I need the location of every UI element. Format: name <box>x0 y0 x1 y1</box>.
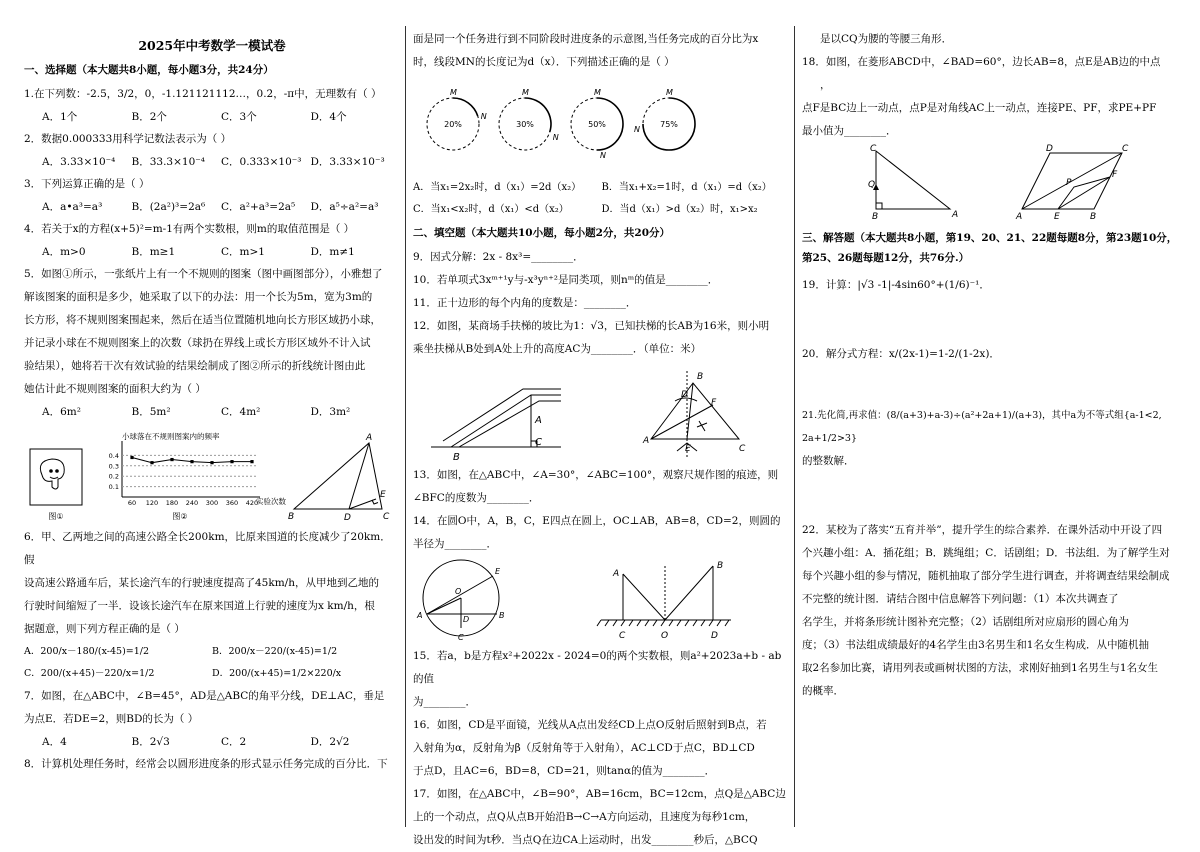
q6-line: 行驶时间缩短了一半．设该长途汽车在原来国道上行驶的速度为x km/h，根 <box>24 600 375 612</box>
q16-line: 16．如图，CD是平面镜，光线从A点出发经CD上点O反射后照射到B点，若 <box>413 719 767 731</box>
point-E: E <box>380 490 386 500</box>
option: C．a²+a³=2a⁵ <box>221 201 296 213</box>
page-title: 2025年中考数学一模试卷 <box>138 38 286 53</box>
point-M-label: M <box>522 88 529 97</box>
q5-q7-figures <box>24 423 400 523</box>
tri-label-B: B <box>872 212 879 222</box>
q8-options-2 <box>413 199 790 221</box>
option: C．4m² <box>221 406 261 418</box>
option: B．5m² <box>131 406 171 418</box>
q8-line: 面是同一个任务进行到不同阶段时进度条的示意图,当任务完成的百分比为x <box>413 33 759 45</box>
chart-x-tick: 300 <box>205 499 219 507</box>
q18-line: 点F是BC边上一动点，点P是对角线AC上一动点，连接PE、PF，求PE+PF <box>802 102 1157 114</box>
q13-line: 13．如图，在△ABC中，∠A=30°，∠ABC=100°，观察尺规作图的痕迹，则 <box>413 469 779 481</box>
q14-line: 14．在圆O中，A，B，C，E四点在圆上，OC⊥AB，AB=8，CD=2，则圆的 <box>413 515 781 527</box>
point-N-label: N <box>480 111 487 121</box>
circle-figure <box>423 560 499 636</box>
mirror-label-D: D <box>711 631 718 641</box>
option: A．4 <box>42 736 67 748</box>
point-B: B <box>288 512 295 522</box>
q5-options <box>24 401 400 423</box>
q8-line: 8．计算机处理任务时，经常会以圆形进度条的形式显示任务完成的百分比．下 <box>24 758 388 770</box>
escalator-label-B: B <box>453 452 460 463</box>
question-6 <box>24 526 400 641</box>
q12-line: 12．如图，某商场手扶梯的坡比为1：√3，已知扶梯的长AB为16米，则小明 <box>413 320 770 332</box>
q5-line: 并记录小球在不规则图案上的次数（球扔在界线上或长方形区域外不计入试 <box>24 337 371 349</box>
irregular-pattern-icon <box>40 459 64 489</box>
right-triangle-figure <box>876 151 950 209</box>
q5-line: 5．如图①所示，一张纸片上有一个不规则的图案（图中画图部分），小雅想了 <box>24 268 383 280</box>
progress-circle <box>634 88 695 150</box>
q12-q13-figures <box>413 361 790 461</box>
q21-line: 的整数解． <box>802 455 855 467</box>
option: A．当x₁=2x₂时，d（x₁）=2d（x₂） <box>413 182 582 193</box>
question-9: 9．因式分解：2x - 8x³=________． <box>413 251 584 263</box>
section-choice: 一、选择题（本大题共8小题，每小题3分，共24分） <box>24 64 274 76</box>
point-N-label: N <box>600 151 606 160</box>
option: C．3个 <box>221 111 257 123</box>
rhombus-label-P: P <box>1066 178 1072 188</box>
q5-line: 解该图案的面积是多少，她采取了以下的办法：用一个长为5m，宽为3m的 <box>24 291 373 303</box>
option: B．2√3 <box>131 736 170 748</box>
question-11: 11．正十边形的每个内角的度数是：________． <box>413 297 637 309</box>
q16-line: 入射角为α，反射角为β（反射角等于入射角），AC⊥CD于点C，BD⊥CD <box>413 742 755 754</box>
tri-label-Q: Q <box>868 180 876 190</box>
construction-label-D: D <box>681 390 688 400</box>
section-fill: 二、填空题（本大题共10小题，每小题2分，共20分） <box>413 227 671 239</box>
chart-y-tick: 0.4 <box>108 451 119 460</box>
q17-line: 上的一个动点，点Q从点B开始沿B→C→A方向运动，且速度为每秒1cm， <box>413 811 756 823</box>
q7-line: 7．如图，在△ABC中，∠B=45°，AD是△ABC的角平分线，DE⊥AC，垂足 <box>24 690 385 702</box>
chart-x-tick: 420 <box>245 499 259 507</box>
tri-label-C: C <box>870 144 877 154</box>
circle-label-D: D <box>463 615 470 624</box>
point-D: D <box>344 513 351 523</box>
q22-line: 名学生，并将条形统计图补充完整；（2）话剧组所对应扇形的圆心角为 <box>802 616 1129 628</box>
option: B．200/x－220/(x-45)=1/2 <box>212 646 338 657</box>
section-answer: 三、解答题（本大题共8小题，第19、20、21、22题每题8分，第23题10分，第25、26题每题12分，共76分.） <box>802 232 1178 264</box>
q6-options <box>24 641 400 663</box>
q14-q16-figures <box>413 556 790 642</box>
point-M-label: M <box>450 88 457 97</box>
chart-point <box>230 460 233 463</box>
chart-point <box>170 458 173 461</box>
chart-y-tick: 0.1 <box>108 483 119 492</box>
q8-line: 时，线段MN的长度记为d（x）．下列描述正确的是（ ） <box>413 56 675 68</box>
q22-line: 22．某校为了落实“五育并举”，提升学生的综合素养．在课外活动中开设了四 <box>802 524 1163 536</box>
tri-label-A: A <box>952 210 959 220</box>
chart-point <box>250 460 253 463</box>
construction-figure <box>651 371 739 457</box>
point-N-label: N <box>552 133 559 143</box>
point-M-label: M <box>594 88 601 97</box>
chart-x-tick: 180 <box>165 499 179 507</box>
mirror-label-B: B <box>717 561 724 571</box>
q2-options <box>24 151 400 173</box>
q22-line: 度；（3）书法组成绩最好的4名学生由3名男生和1名女生构成．从中随机抽 <box>802 639 1149 651</box>
option: A．m>0 <box>42 246 86 258</box>
q5-line: 她估计此不规则图案的面积大约为（ ） <box>24 383 206 395</box>
option: C．m>1 <box>221 246 265 258</box>
option: D．m≠1 <box>310 246 355 258</box>
rhombus-label-C: C <box>1122 144 1129 154</box>
q1-options <box>24 106 400 128</box>
circle-label-C: C <box>458 633 464 642</box>
progress-circles <box>413 74 790 174</box>
option: C．200/(x+45)－220/x=1/2 <box>24 668 155 679</box>
progress-arc <box>453 98 478 116</box>
option: D．a⁵÷a²=a³ <box>310 201 379 213</box>
option: A．200/x－180/(x-45)=1/2 <box>24 646 150 657</box>
q4-options <box>24 241 400 263</box>
option: D．200/(x+45)=1/2×220/x <box>212 668 342 679</box>
option: B．2个 <box>131 111 167 123</box>
q16-line: 于点D，且AC=6，BD=8，CD=21，则tanα的值为________． <box>413 765 716 777</box>
circle-label-E: E <box>495 567 501 576</box>
figure-2-caption: 图② <box>172 512 188 521</box>
q17-line: 设出发的时间为t秒．当点Q在边CA上运动时，出发________秒后，△BCQ <box>413 834 758 846</box>
rhombus-figure <box>1022 153 1122 209</box>
question-4: 4．若关于x的方程(x+5)²=m-1有两个实数根，则m的取值范围是（ ） <box>24 223 355 235</box>
point-M-label: M <box>666 88 673 97</box>
option: B．当x₁+x₂=1时，d（x₁）=d（x₂） <box>601 182 772 193</box>
chart-point <box>130 456 133 459</box>
chart-title: 小球落在不规则图案内的频率 <box>122 432 220 441</box>
chart-x-tick: 360 <box>225 499 239 507</box>
q6-line: 设高速公路通车后，某长途汽车的行驶速度提高了45km/h，从甲地到乙地的 <box>24 577 379 589</box>
rhombus-label-D: D <box>1046 144 1053 154</box>
escalator-label-A: A <box>535 415 542 426</box>
progress-circle <box>427 88 487 150</box>
q7-options <box>24 731 400 753</box>
option: C．0.333×10⁻³ <box>221 156 302 168</box>
progress-label: 50% <box>588 120 606 129</box>
option: A．3.33×10⁻⁴ <box>42 156 116 168</box>
q17-q18-figures <box>802 143 1178 221</box>
q22-line: 取2名参加比赛，请用列表或画树状图的方法，求刚好抽到1名男生与1名女生 <box>802 662 1159 674</box>
progress-circle <box>571 88 623 160</box>
q3-options <box>24 196 400 218</box>
option: C．2 <box>221 736 247 748</box>
q17-tail: 是以CQ为腰的等腰三角形． <box>820 33 953 45</box>
chart-x-tick: 120 <box>145 499 159 507</box>
construction-label-A: A <box>643 436 650 446</box>
rhombus-label-E: E <box>1054 212 1060 222</box>
q18-line: 最小值为________． <box>802 125 897 137</box>
mirror-label-A: A <box>613 569 620 579</box>
escalator-label-C: C <box>535 437 542 448</box>
figure-1-caption: 图① <box>48 512 64 521</box>
q14-line: 半径为________． <box>413 538 497 550</box>
mirror-label-O: O <box>661 631 669 641</box>
column-1 <box>24 28 400 827</box>
q6-options-2 <box>24 663 400 685</box>
chart-point <box>210 461 213 464</box>
option: D．3m² <box>310 406 351 418</box>
construction-label-F: F <box>711 398 717 408</box>
option: D．3.33×10⁻³ <box>310 156 385 168</box>
option: B．(2a²)³=2a⁶ <box>131 201 206 213</box>
construction-label-C: C <box>739 444 746 454</box>
q22-line: 不完整的统计图．请结合图中信息解答下列问题：（1）本次共调查了 <box>802 593 1119 605</box>
q17-line: 17．如图，在△ABC中，∠B=90°，AB=16cm，BC=12cm，点Q是△ABC边 <box>413 788 786 800</box>
question-7 <box>24 685 400 731</box>
figure-1-frame <box>30 449 82 505</box>
q5-line: 长方形，将不规则图案围起来，然后在适当位置随机地向长方形区域扔小球， <box>24 314 381 326</box>
construction-label-E: E <box>685 444 691 454</box>
option: D．当d（x₁）>d（x₂）时，x₁>x₂ <box>601 204 758 215</box>
point-N-label: N <box>634 125 640 134</box>
column-divider-1 <box>405 26 406 827</box>
option: A．6m² <box>42 406 81 418</box>
question-20: 20．解分式方程：x/(2x-1)=1-2/(1-2x)． <box>802 348 1000 360</box>
question-5 <box>24 263 400 401</box>
q18-line: 18．如图，在菱形ABCD中，∠BAD=60°，边长AB=8，点E是AB边的中点 <box>802 56 1161 68</box>
option: A．a•a³=a³ <box>42 201 103 213</box>
rhombus-label-A: A <box>1016 212 1023 222</box>
column-divider-2 <box>794 26 795 827</box>
q18-line: ， <box>820 79 831 91</box>
question-1: 1.在下列数：-2.5，3/2，0，-1.121121112…，0.2̇，-π中，无理数有（ ） <box>24 88 382 100</box>
circle-label-A: A <box>417 611 423 620</box>
point-C: C <box>383 512 390 522</box>
rhombus-label-B: B <box>1090 212 1097 222</box>
option: D．2√2 <box>310 736 350 748</box>
progress-circle <box>499 88 559 150</box>
q12-line: 乘坐扶梯从B处到A处上升的高度AC为________．（单位：米） <box>413 343 702 355</box>
circle-label-B: B <box>499 611 505 620</box>
chart-x-tick: 60 <box>127 499 137 507</box>
column-3 <box>802 28 1178 827</box>
column-2 <box>413 28 790 846</box>
q15-line: 15．若a，b是方程x²+2022x - 2024=0的两个实数根，则a²+2023a+b - ab的值 <box>413 650 782 685</box>
option: D．4个 <box>310 111 347 123</box>
question-2: 2．数据0.000333用科学记数法表示为（ ） <box>24 133 232 145</box>
option: B．m≥1 <box>131 246 176 258</box>
progress-label: 30% <box>516 120 534 129</box>
q21-line: 21.先化简,再求值：(8/(a+3)+a-3)÷(a²+2a+1)/(a+3)，其中a为不等式组{a-1<2, 2a+1/2>3} <box>802 410 1162 444</box>
q13-line: ∠BFC的度数为________． <box>413 492 540 504</box>
triangle-figure-q7 <box>294 443 382 509</box>
chart-x-label: 实验次数 <box>256 497 286 506</box>
question-19: 19．计算：|√3 -1|-4sin60°+(1/6)⁻¹． <box>802 279 990 291</box>
chart-x-tick: 240 <box>185 499 199 507</box>
option: C．当x₁<x₂时，d（x₁）<d（x₂） <box>413 204 569 215</box>
q6-line: 据题意，则下列方程正确的是（ ） <box>24 623 185 635</box>
q22-line: 的概率． <box>802 685 844 697</box>
rhombus-label-F: F <box>1112 170 1118 180</box>
chart-y-tick: 0.3 <box>108 462 119 471</box>
point-A: A <box>366 433 373 443</box>
question-3: 3．下列运算正确的是（ ） <box>24 178 150 190</box>
option: A．1个 <box>42 111 78 123</box>
progress-label: 20% <box>444 120 462 129</box>
q5-line: 验结果），她将若干次有效试验的结果绘制成了图②所示的折线统计图由此 <box>24 360 366 372</box>
question-10: 10．若单项式3xᵐ⁺¹y与-x³yⁿ⁺²是同类项，则nᵐ的值是________． <box>413 274 719 286</box>
q15-line: 为________． <box>413 696 476 708</box>
q22-line: 每个兴趣小组的参与情况，随机抽取了部分学生进行调查，并将调查结果绘制成 <box>802 570 1170 582</box>
mirror-label-C: C <box>619 631 626 641</box>
circle-label-O: O <box>455 587 462 596</box>
q22-line: 个兴趣小组：A．插花组；B．跳绳组；C．话剧组；D．书法组．为了解学生对 <box>802 547 1170 559</box>
q7-line: 为点E．若DE=2，则BD的长为（ ） <box>24 713 199 725</box>
progress-label: 75% <box>660 120 678 129</box>
q6-line: 6．甲、乙两地之间的高速公路全长200km，比原来国道的长度减少了20km．假 <box>24 531 391 566</box>
construction-label-B: B <box>697 372 704 382</box>
q8-options <box>413 177 790 199</box>
chart-y-tick: 0.2 <box>108 472 119 481</box>
chart-point <box>150 461 153 464</box>
frequency-chart <box>109 441 260 507</box>
option: B．33.3×10⁻⁴ <box>131 156 206 168</box>
chart-point <box>190 460 193 463</box>
